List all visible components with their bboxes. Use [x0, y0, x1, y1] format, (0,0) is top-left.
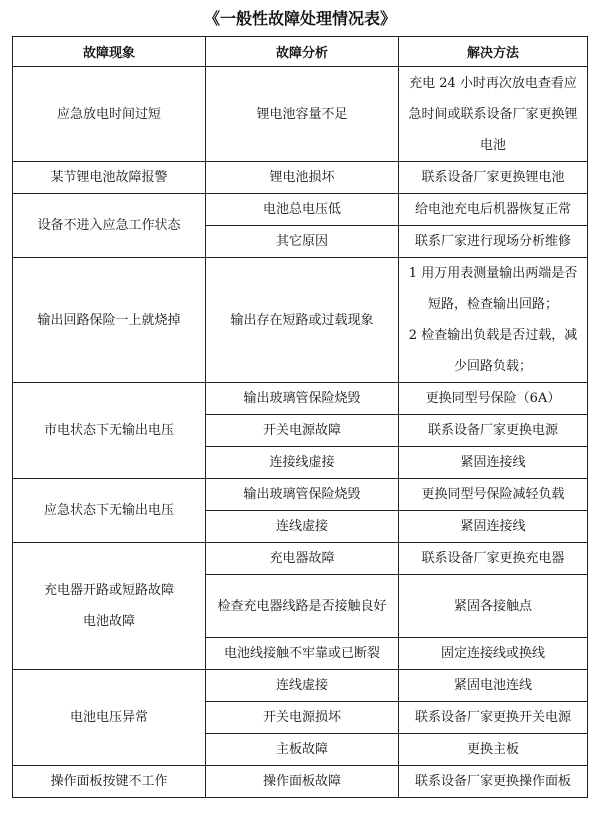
- solution-cell: 给电池充电后机器恢复正常: [399, 194, 588, 226]
- solution-cell: 更换同型号保险减轻负载: [399, 479, 588, 511]
- solution-cell: 联系设备厂家更换充电器: [399, 543, 588, 575]
- table-row: [13, 162, 588, 194]
- solution-cell: 联系设备厂家更换操作面板: [399, 766, 588, 798]
- table-row: [13, 67, 588, 162]
- analysis-cell: 电池总电压低: [206, 194, 399, 226]
- analysis-cell: 连线虚接: [206, 511, 399, 543]
- table-row: [13, 383, 588, 415]
- symptom-cell: 操作面板按键不工作: [13, 766, 206, 798]
- symptom-cell: 输出回路保险一上就烧掉: [13, 258, 206, 383]
- analysis-cell: 连接线虚接: [206, 447, 399, 479]
- header-symptom: 故障现象: [13, 37, 206, 67]
- analysis-cell: 充电器故障: [206, 543, 399, 575]
- solution-cell: 联系设备厂家更换开关电源: [399, 702, 588, 734]
- symptom-cell: 设备不进入应急工作状态: [13, 194, 206, 258]
- symptom-cell: 某节锂电池故障报警: [13, 162, 206, 194]
- solution-cell: 联系设备厂家更换电源: [399, 415, 588, 447]
- solution-cell: 紧固连接线: [399, 511, 588, 543]
- symptom-line-1: 充电器开路或短路故障: [43, 583, 174, 598]
- analysis-cell: 输出玻璃管保险烧毁: [206, 383, 399, 415]
- analysis-cell: 主板故障: [206, 734, 399, 766]
- analysis-cell: 开关电源故障: [206, 415, 399, 447]
- solution-step-2: 2 检查输出负载是否过载，减少回路负载；: [408, 328, 578, 374]
- solution-cell: 联系设备厂家更换锂电池: [399, 162, 588, 194]
- symptom-cell: 市电状态下无输出电压: [13, 383, 206, 479]
- solution-cell: 紧固各接触点: [399, 575, 588, 638]
- analysis-cell: 开关电源损坏: [206, 702, 399, 734]
- table-row: [13, 766, 588, 798]
- document-title: 《一般性故障处理情况表》: [203, 9, 396, 28]
- symptom-cell: 电池电压异常: [13, 670, 206, 766]
- solution-cell: 紧固连接线: [399, 447, 588, 479]
- table-row: [13, 258, 588, 383]
- solution-cell: [399, 258, 588, 383]
- analysis-cell: 锂电池容量不足: [206, 67, 399, 162]
- symptom-cell: 应急状态下无输出电压: [13, 479, 206, 543]
- analysis-cell: 连线虚接: [206, 670, 399, 702]
- solution-step-1: 1 用万用表测量输出两端是否短路，检查输出回路；: [408, 266, 578, 312]
- analysis-cell: 其它原因: [206, 226, 399, 258]
- table-header-row: [13, 37, 588, 67]
- table-row: [13, 479, 588, 511]
- analysis-cell: 检查充电器线路是否接触良好: [206, 575, 399, 638]
- solution-cell: 紧固电池连线: [399, 670, 588, 702]
- header-analysis: 故障分析: [206, 37, 399, 67]
- table-row: [13, 670, 588, 702]
- analysis-cell: 操作面板故障: [206, 766, 399, 798]
- analysis-cell: 输出存在短路或过载现象: [206, 258, 399, 383]
- analysis-cell: 锂电池损坏: [206, 162, 399, 194]
- solution-cell: 固定连接线或换线: [399, 638, 588, 670]
- header-solution: 解决方法: [399, 37, 588, 67]
- analysis-cell: 电池线接触不牢靠或已断裂: [206, 638, 399, 670]
- solution-cell: 更换同型号保险（6A）: [399, 383, 588, 415]
- table-row: [13, 543, 588, 575]
- symptom-cell: [13, 543, 206, 670]
- symptom-cell: 应急放电时间过短: [13, 67, 206, 162]
- table-row: [13, 194, 588, 226]
- solution-cell: 更换主板: [399, 734, 588, 766]
- solution-cell: 联系厂家进行现场分析维修: [399, 226, 588, 258]
- symptom-line-2: 电池故障: [82, 614, 135, 629]
- analysis-cell: 输出玻璃管保险烧毁: [206, 479, 399, 511]
- fault-table: [12, 36, 588, 798]
- solution-cell: 充电 24 小时再次放电查看应急时间或联系设备厂家更换锂电池: [399, 67, 588, 162]
